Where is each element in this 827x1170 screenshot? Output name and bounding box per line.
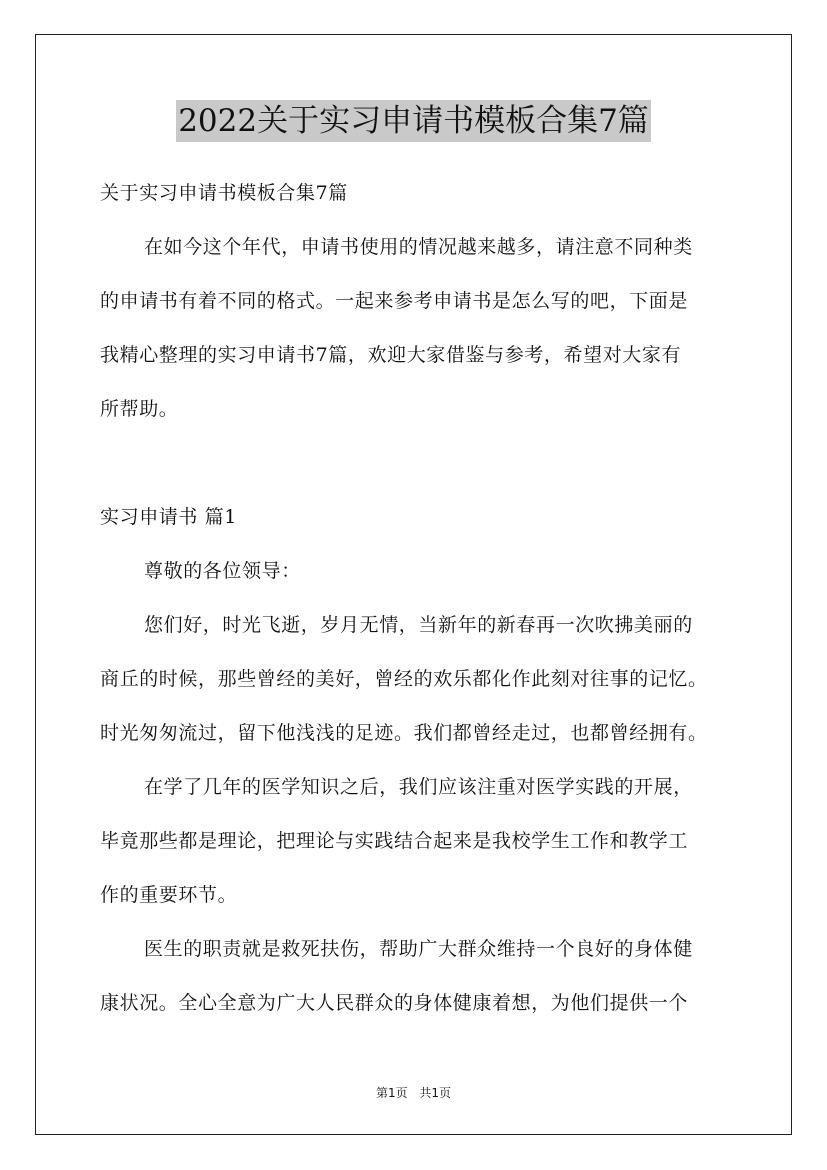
intro-line: 我精心整理的实习申请书7篇，欢迎大家借鉴与参考，希望对大家有 <box>100 344 682 366</box>
page-number: 第1页 <box>375 1086 408 1100</box>
intro-line: 的申请书有着不同的格式。一起来参考申请书是怎么写的吧，下面是 <box>100 290 689 312</box>
title-container <box>0 100 827 142</box>
paragraph-line: 您们好，时光飞逝，岁月无情，当新年的新春再一次吹拂美丽的 <box>144 614 693 636</box>
intro-line: 所帮助。 <box>100 398 179 420</box>
paragraph-line: 作的重要环节。 <box>100 884 238 906</box>
spacer <box>100 440 728 494</box>
page-footer <box>0 1084 827 1101</box>
paragraph-line: 康状况。全心全意为广大人民群众的身体健康着想，为他们提供一个 <box>100 992 689 1014</box>
document-body <box>100 170 728 1034</box>
paragraph-line: 商丘的时候，那些曾经的美好，曾经的欢乐都化作此刻对往事的记忆。 <box>100 668 708 690</box>
paragraph-line: 时光匆匆流过，留下他浅浅的足迹。我们都曾经走过，也都曾经拥有。 <box>100 722 708 744</box>
paragraph-line: 医生的职责就是救死扶伤，帮助广大群众维持一个良好的身体健 <box>144 938 693 960</box>
paragraph-line: 在学了几年的医学知识之后，我们应该注重对医学实践的开展， <box>144 776 693 798</box>
paragraph-line: 毕竟那些都是理论，把理论与实践结合起来是我校学生工作和教学工 <box>100 830 689 852</box>
salutation: 尊敬的各位领导： <box>144 560 301 582</box>
document-title: 2022关于实习申请书模板合集7篇 <box>176 100 651 142</box>
section-heading: 实习申请书 篇1 <box>100 506 237 528</box>
page-total: 共1页 <box>419 1086 452 1100</box>
heading-line: 关于实习申请书模板合集7篇 <box>100 182 348 204</box>
intro-line: 在如今这个年代，申请书使用的情况越来越多，请注意不同种类 <box>144 236 693 258</box>
